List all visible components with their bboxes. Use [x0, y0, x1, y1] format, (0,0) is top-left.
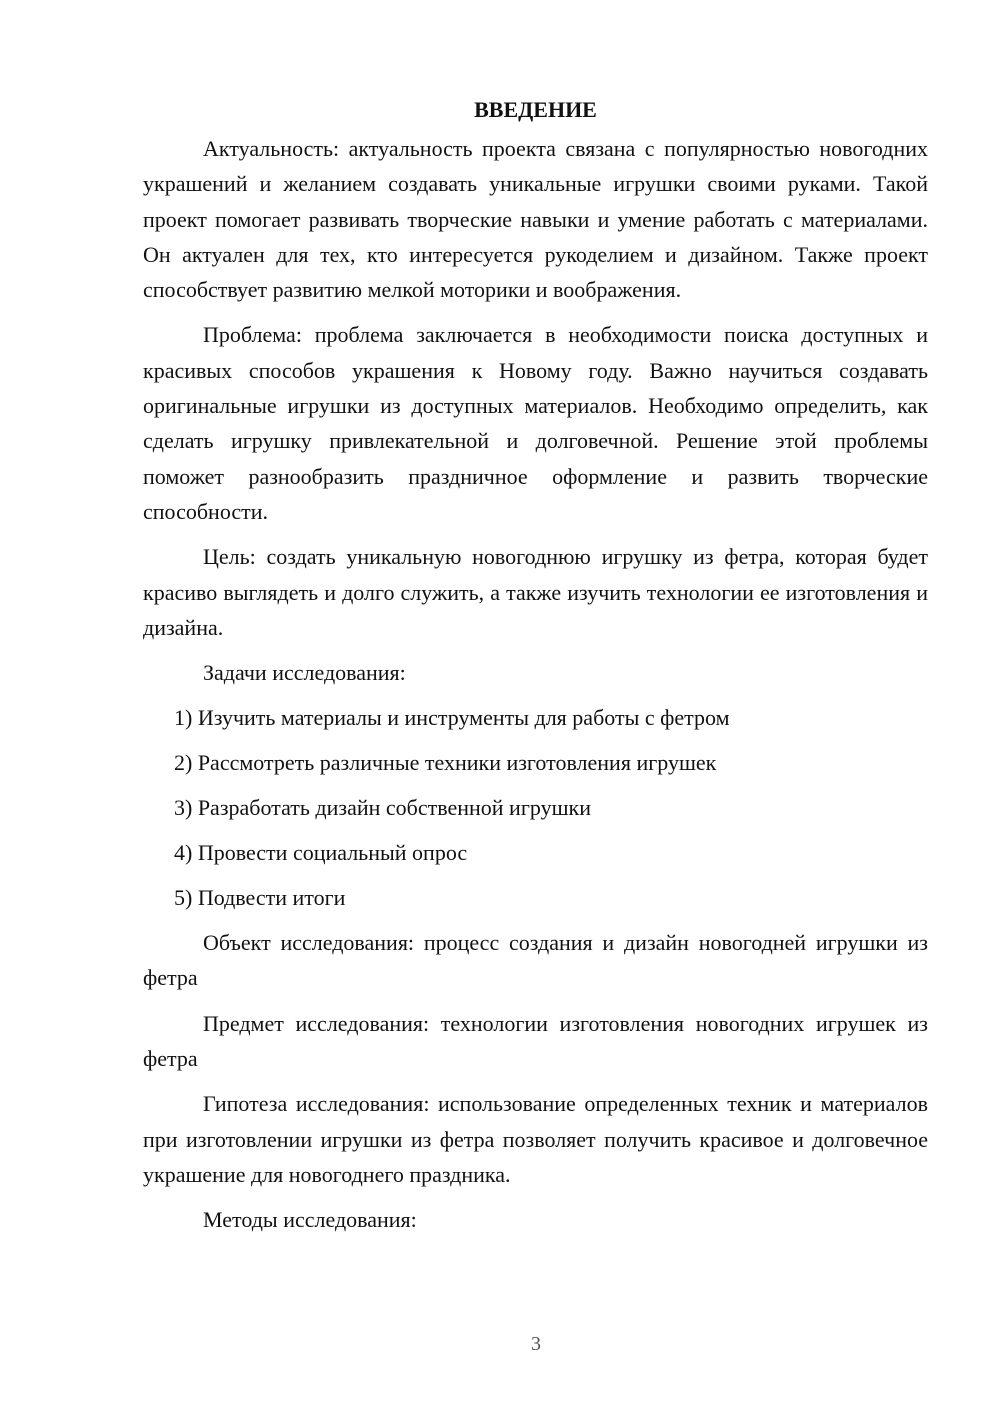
- tasks-heading: Задачи исследования:: [203, 660, 406, 686]
- hypothesis-paragraph: Гипотеза исследования: использование определенных техник и материалов при изготовлении игрушки из фетра позволяет получить красивое и долговечное украшение для новогоднего праздника.: [143, 1091, 928, 1187]
- page-number: 3: [531, 1333, 541, 1355]
- task-item: 4) Провести социальный опрос: [174, 840, 468, 866]
- goal-paragraph: Цель: создать уникальную новогоднюю игрушку из фетра, которая будет красиво выглядеть и долго служить, а также изучить технологии ее изготовления и дизайна.: [143, 544, 928, 640]
- task-item: 5) Подвести итоги: [174, 885, 346, 911]
- relevance-paragraph: Актуальность: актуальность проекта связана с популярностью новогодних украшений и желанием создавать уникальные игрушки своими руками. Такой проект помогает развивать творческие навыки и умение работать с материалами. Он актуален для тех, кто интересуется рукоделием и дизайном. Также проект способствует развитию мелкой моторики и воображения.: [143, 136, 928, 303]
- page-content: [143, 92, 928, 1247]
- subject-paragraph: Предмет исследования: технологии изготовления новогодних игрушек из фетра: [143, 1010, 928, 1072]
- methods-heading: Методы исследования:: [203, 1207, 417, 1233]
- task-item: 3) Разработать дизайн собственной игрушки: [174, 795, 591, 821]
- task-item: 2) Рассмотреть различные техники изготовления игрушек: [174, 750, 717, 776]
- tasks-list: [143, 700, 928, 915]
- section-title: ВВЕДЕНИЕ: [474, 97, 597, 122]
- task-item: 1) Изучить материалы и инструменты для работы с фетром: [174, 705, 730, 731]
- problem-paragraph: Проблема: проблема заключается в необходимости поиска доступных и красивых способов украшения к Новому году. Важно научиться создавать оригинальные игрушки из доступных материалов. Необходимо определить, как сделать игрушку привлекательной и долговечной. Решение этой проблемы поможет разнообразить праздничное оформление и развить творческие способности.: [143, 322, 928, 524]
- object-paragraph: Объект исследования: процесс создания и дизайн новогодней игрушки из фетра: [143, 930, 928, 991]
